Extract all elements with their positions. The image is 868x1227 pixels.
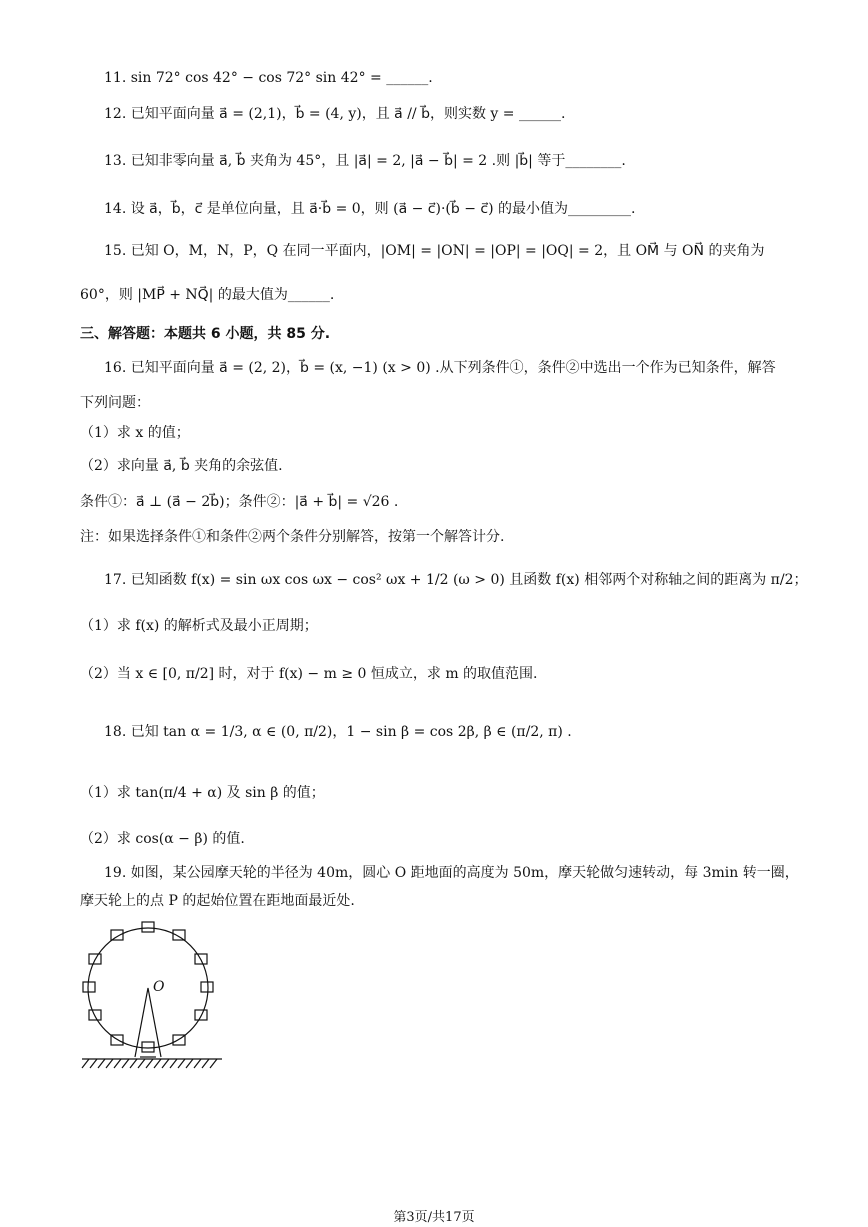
problem-16-question-1: （1）求 x 的值； xyxy=(80,425,190,441)
problem-16-question-2: （2）求向量 a⃗, b⃗ 夹角的余弦值. xyxy=(80,458,283,474)
problem-17-question-2: （2）当 x ∈ [0, π/2] 时，对于 f(x) − m ≥ 0 恒成立，求 m 的取值范围. xyxy=(80,666,538,682)
ground-hatching xyxy=(82,1059,217,1068)
problem-18-line-1: 18. 已知 tan α = 1/3, α ∈ (0, π/2)，1 − sin β = cos 2β, β ∈ (π/2, π) . xyxy=(104,724,572,740)
problem-19-line-2: 摩天轮上的点 P 的起始位置在距地面最近处. xyxy=(80,893,355,909)
wheel-cabins xyxy=(83,922,213,1052)
problem-15-line-1: 15. 已知 O，M，N，P，Q 在同一平面内，|OM| = |ON| = |OP| = |OQ| = 2，且 OM⃗ 与 ON⃗ 的夹角为 xyxy=(104,243,765,259)
problem-13: 13. 已知非零向量 a⃗, b⃗ 夹角为 45°，且 |a⃗| = 2, |a⃗ − b⃗| = 2 .则 |b⃗| 等于________. xyxy=(104,153,626,169)
problem-16-note: 注：如果选择条件①和条件②两个条件分别解答，按第一个解答计分. xyxy=(80,529,505,545)
problem-16-conditions: 条件①：a⃗ ⊥ (a⃗ − 2b⃗)；条件②：|a⃗ + b⃗| = √26 . xyxy=(80,494,399,510)
problem-15-line-2: 60°，则 |MP⃗ + NQ⃗| 的最大值为______. xyxy=(80,287,335,303)
page-footer: 第3页/共17页 xyxy=(393,1210,475,1225)
problem-18-question-2: （2）求 cos(α − β) 的值. xyxy=(80,831,245,847)
problem-11: 11. sin 72° cos 42° − cos 72° sin 42° = ______. xyxy=(104,70,433,86)
problem-16-line-2: 下列问题： xyxy=(80,395,150,411)
problem-17-line-1: 17. 已知函数 f(x) = sin ωx cos ωx − cos² ωx + 1/2 (ω > 0) 且函数 f(x) 相邻两个对称轴之间的距离为 π/2； xyxy=(104,572,808,588)
problem-14: 14. 设 a⃗，b⃗，c⃗ 是单位向量，且 a⃗·b⃗ = 0，则 (a⃗ − c⃗)·(b⃗ − c⃗) 的最小值为_________. xyxy=(104,201,636,217)
problem-17-question-1: （1）求 f(x) 的解析式及最小正周期； xyxy=(80,618,318,634)
center-label-o: O xyxy=(153,979,165,995)
support-tower xyxy=(135,988,161,1057)
problem-19-line-1: 19. 如图，某公园摩天轮的半径为 40m，圆心 O 距地面的高度为 50m，摩天轮做匀速转动，每 3min 转一圈， xyxy=(104,865,799,881)
problem-12: 12. 已知平面向量 a⃗ = (2,1)，b⃗ = (4, y)，且 a⃗ // b⃗，则实数 y = ______. xyxy=(104,106,566,122)
ferris-wheel-figure xyxy=(80,918,230,1070)
section-heading: 三、解答题：本题共 6 小题，共 85 分. xyxy=(80,326,331,342)
problem-16-line-1: 16. 已知平面向量 a⃗ = (2, 2)，b⃗ = (x, −1) (x > 0) .从下列条件①，条件②中选出一个作为已知条件，解答 xyxy=(104,360,776,376)
problem-18-question-1: （1）求 tan(π/4 + α) 及 sin β 的值； xyxy=(80,785,325,801)
